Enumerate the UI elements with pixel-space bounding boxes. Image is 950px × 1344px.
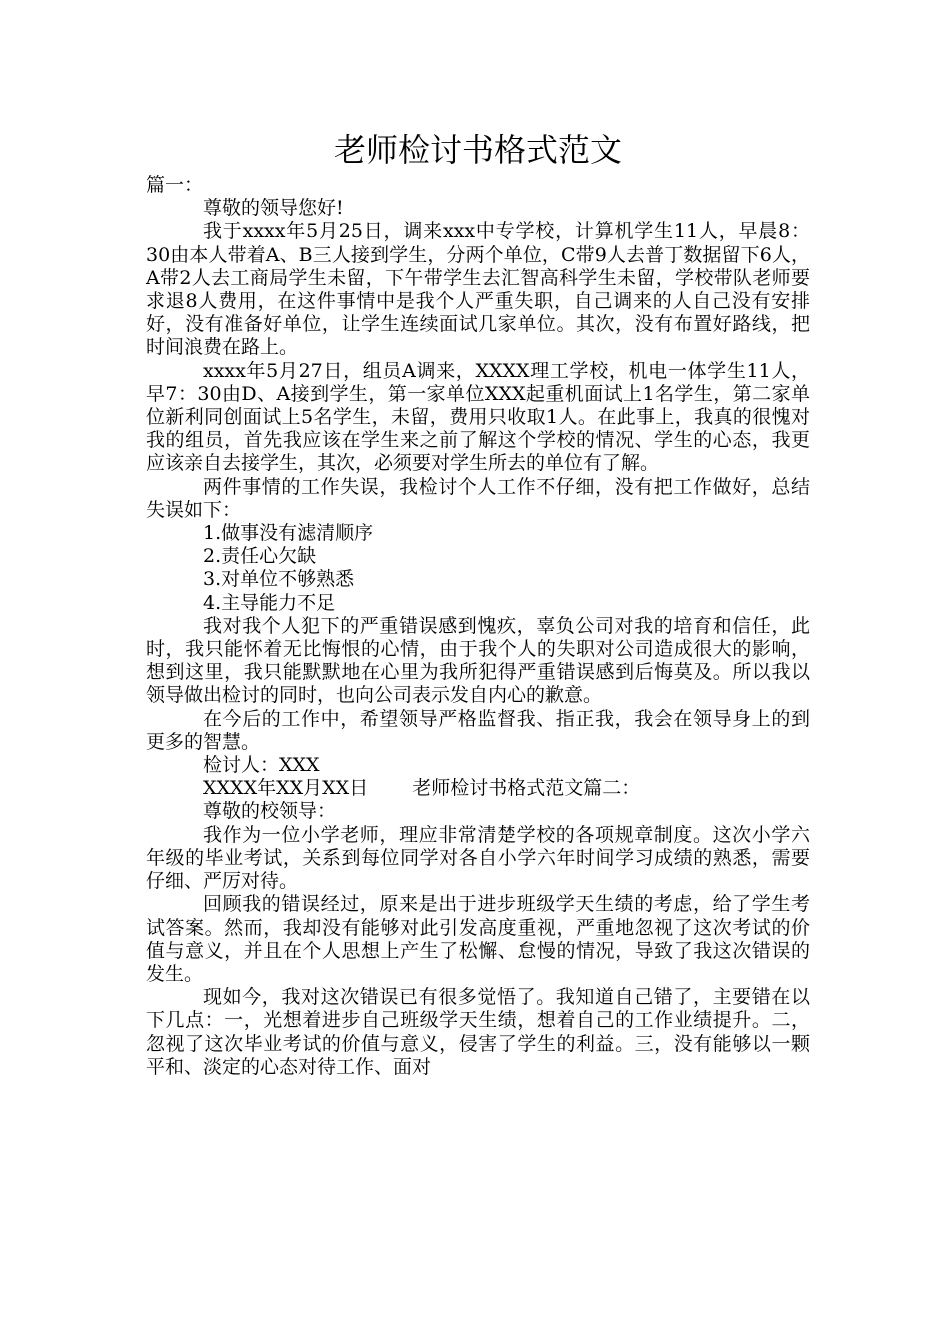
date-and-heading-line xyxy=(146,777,810,800)
greeting-two: 尊敬的校领导： xyxy=(203,800,337,823)
paragraph-2: xxxx年5月27日，组员A调来，XXXX理工学校，机电一体学生11人，早7：30由D、A接到学生，第一家单位XXX起重机面试上1名学生，第二家单位新利同创面试上5名学生，未留，费用只收取1人。在此事上，我真的很愧对我的组员，首先我应该在学生来之前了解这个学校的情况、学生的心态，我更应该亲自去接学生，其次，必须要对学生所去的单位有了解。 xyxy=(146,359,810,475)
document-page xyxy=(146,128,810,1079)
paragraph-7: 回顾我的错误经过，原来是出于进步班级学天生绩的考虑，给了学生考试答案。然而，我却没有能够对此引发高度重视，严重地忽视了这次考试的价值与意义，并且在个人思想上产生了松懈、怠慢的情况，导致了我这次错误的发生。 xyxy=(146,893,810,985)
list-item-2: 2.责任心欠缺 xyxy=(203,545,317,568)
paragraph-8: 现如今，我对这次错误已有很多觉悟了。我知道自己错了，主要错在以下几点：一，光想着进步自己班级学天生绩，想着自己的工作业绩提升。二，忽视了这次毕业考试的价值与意义，侵害了学生的利益。三，没有能够以一颗平和、淡定的心态对待工作、面对 xyxy=(146,986,810,1078)
paragraph-6: 我作为一位小学老师，理应非常清楚学校的各项规章制度。这次小学六年级的毕业考试，关系到每位同学对各自小学六年时间学习成绩的熟悉，需要仔细、严厉对待。 xyxy=(146,823,810,893)
paragraph-5: 在今后的工作中，希望领导严格监督我、指正我，我会在领导身上的到更多的智慧。 xyxy=(146,707,810,753)
date-text: XXXX年XX月XX日 xyxy=(203,777,369,800)
paragraph-1: 我于xxxx年5月25日，调来xxx中专学校，计算机学生11人，早晨8：30由本人带着A、B三人接到学生，分两个单位，C带9人去普丁数据留下6人，A带2人去工商局学生未留，下午带学生去汇智高科学生未留，学校带队老师要求退8人费用，在这件事情中是我个人严重失职，自己调来的人自己没有安排好，没有准备好单位，让学生连续面试几家单位。其次，没有布置好路线，把时间浪费在路上。 xyxy=(146,220,810,359)
greeting-one: 尊敬的领导您好! xyxy=(203,197,344,220)
paragraph-3: 两件事情的工作失误，我检讨个人工作不仔细，没有把工作做好，总结失误如下： xyxy=(146,475,810,521)
signer-line: 检讨人：XXX xyxy=(203,754,320,777)
section-one-label: 篇一： xyxy=(146,174,204,196)
list-item-3: 3.对单位不够熟悉 xyxy=(203,568,355,591)
list-item-4: 4.主导能力不足 xyxy=(203,591,336,614)
paragraph-4: 我对我个人犯下的严重错误感到愧疚，辜负公司对我的培育和信任，此时，我只能怀着无比悔恨的心情，由于我个人的失职对公司造成很大的影响，想到这里，我只能默默地在心里为我所犯得严重错误感到后悔莫及。所以我以领导做出检讨的同时，也向公司表示发自内心的歉意。 xyxy=(146,614,810,707)
list-item-1: 1.做事没有滤清顺序 xyxy=(203,522,374,545)
section-two-heading: 老师检讨书格式范文篇二： xyxy=(412,777,641,800)
document-title: 老师检讨书格式范文 xyxy=(333,131,622,169)
